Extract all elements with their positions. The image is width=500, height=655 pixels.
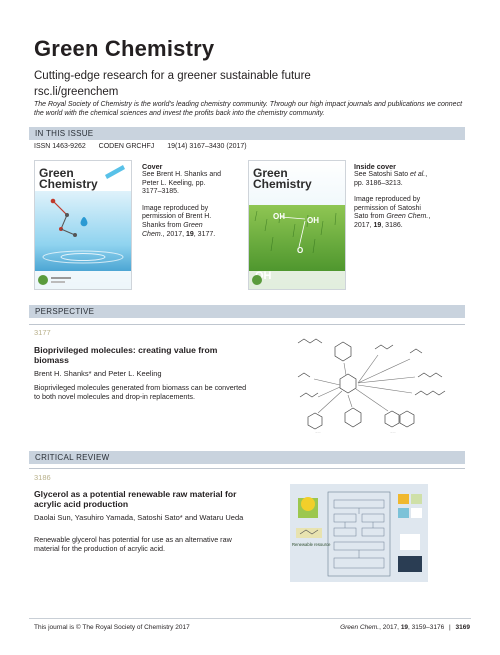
journal-title: Green Chemistry bbox=[34, 36, 215, 61]
footer-copyright: This journal is © The Royal Society of Chemistry 2017 bbox=[34, 624, 190, 631]
inside-cover-see-authors: See Satoshi Sato bbox=[354, 171, 409, 178]
rsc-about-text: The Royal Society of Chemistry is the world's leading chemistry community. Through our high impact journals and publications we connect the world with the chemical sciences and invest the profits back into the chemistry community. bbox=[34, 101, 463, 117]
footer-journal: Green Chem. bbox=[340, 624, 380, 631]
section-label: CRITICAL REVIEW bbox=[35, 453, 110, 462]
article-page-number: 3186 bbox=[34, 473, 51, 482]
svg-text:OH: OH bbox=[307, 216, 319, 225]
section-divider bbox=[29, 468, 465, 469]
section-bar-perspective bbox=[29, 305, 465, 318]
inside-cover-image[interactable] bbox=[248, 160, 346, 290]
footer-pages: , 3159–3176 bbox=[408, 624, 445, 631]
footer-year: , 2017, bbox=[379, 624, 399, 631]
cover-credit-journal: Green Chem. bbox=[142, 221, 203, 238]
article-authors: Daolai Sun, Yasuhiro Yamada, Satoshi Sato* and Wataru Ueda bbox=[34, 513, 244, 522]
article-title[interactable]: Bioprivileged molecules: creating value from biomass bbox=[34, 345, 218, 365]
cover-credit bbox=[142, 205, 222, 239]
article-abstract: Renewable glycerol has potential for use as an alternative raw material for the production of acrylic acid. bbox=[34, 535, 232, 553]
cover-see bbox=[142, 171, 222, 197]
inside-cover-credit-page: , 3186. bbox=[381, 221, 403, 229]
issn: ISSN 1463-9262 bbox=[34, 143, 86, 150]
cover-label: Cover bbox=[142, 162, 163, 171]
section-label: PERSPECTIVE bbox=[35, 307, 95, 316]
svg-text:OH: OH bbox=[273, 212, 285, 221]
inside-cover-logo-line-2: Chemistry bbox=[253, 177, 312, 191]
inside-cover-see-comma: , bbox=[425, 171, 428, 178]
footer-page-number: 3169 bbox=[455, 624, 470, 631]
glycerol-process-graphic bbox=[290, 484, 428, 582]
svg-text:O: O bbox=[297, 246, 304, 255]
coden: CODEN GRCHFJ bbox=[98, 143, 155, 150]
journal-tagline: Cutting-edge research for a greener sustainable future bbox=[34, 70, 311, 82]
renewable-resource-label: Renewable resource bbox=[292, 542, 331, 547]
issue-identifiers bbox=[34, 143, 247, 150]
section-bar-critical-review bbox=[29, 451, 465, 464]
inside-cover-credit-text: Image reproduced by permission of Satoshi Sato from bbox=[354, 196, 421, 221]
cover-journal-logo bbox=[39, 168, 98, 190]
cover-credit-year: , 2017, bbox=[162, 230, 185, 238]
article-authors: Brent H. Shanks* and Peter L. Keeling bbox=[34, 369, 162, 378]
molecule-network-graphic bbox=[290, 333, 460, 443]
inside-cover-pages[interactable]: pp. 3186–3213. bbox=[354, 179, 403, 187]
footer-volume: 19 bbox=[400, 624, 409, 631]
cover-credit-volume: 19 bbox=[186, 230, 194, 238]
volume-range: 19(14) 3167–3430 (2017) bbox=[167, 143, 247, 150]
section-label: IN THIS ISSUE bbox=[35, 129, 94, 138]
section-divider bbox=[29, 324, 465, 325]
inside-cover-see bbox=[354, 171, 434, 188]
section-bar-in-this-issue bbox=[29, 127, 465, 140]
footer-divider bbox=[29, 618, 471, 619]
cover-logo-line-2: Chemistry bbox=[39, 177, 98, 191]
inside-cover-journal-logo bbox=[253, 168, 312, 190]
cover-pages[interactable]: pp. 3177–3185. bbox=[142, 179, 206, 196]
footer-citation bbox=[340, 624, 470, 631]
article-title[interactable]: Glycerol as a potential renewable raw material for acrylic acid production bbox=[34, 489, 237, 509]
cover-see-authors: See Brent H. Shanks and Peter L. Keeling, bbox=[142, 171, 221, 187]
inside-cover-label: Inside cover bbox=[354, 162, 396, 171]
inside-cover-logo-line-1: Green bbox=[253, 166, 288, 180]
article-abstract: Bioprivileged molecules generated from biomass can be converted to both novel molecules and drop-in replacements. bbox=[34, 383, 247, 401]
footer-separator: | bbox=[449, 624, 451, 631]
cover-credit-text: Image reproduced by permission of Brent H. Shanks from bbox=[142, 204, 212, 229]
svg-text:........: ........ bbox=[315, 431, 321, 434]
inside-cover-credit-journal: Green Chem. bbox=[386, 213, 429, 221]
inside-cover-credit-year: , 2017, bbox=[354, 213, 431, 229]
svg-text:........: ........ bbox=[390, 431, 396, 434]
journal-url[interactable]: rsc.li/greenchem bbox=[34, 86, 119, 98]
cover-caption bbox=[142, 162, 222, 239]
inside-cover-caption bbox=[354, 162, 434, 231]
inside-cover-credit bbox=[354, 196, 434, 230]
perspective-graphical-abstract bbox=[290, 333, 460, 443]
review-graphical-abstract bbox=[290, 484, 428, 582]
article-page-number: 3177 bbox=[34, 328, 51, 337]
inside-cover-see-etal: et al. bbox=[410, 171, 426, 178]
cover-logo-line-1: Green bbox=[39, 166, 74, 180]
cover-credit-page: , 3177. bbox=[193, 230, 216, 238]
inside-cover-credit-volume: 19 bbox=[373, 221, 382, 229]
cover-image[interactable] bbox=[34, 160, 132, 290]
